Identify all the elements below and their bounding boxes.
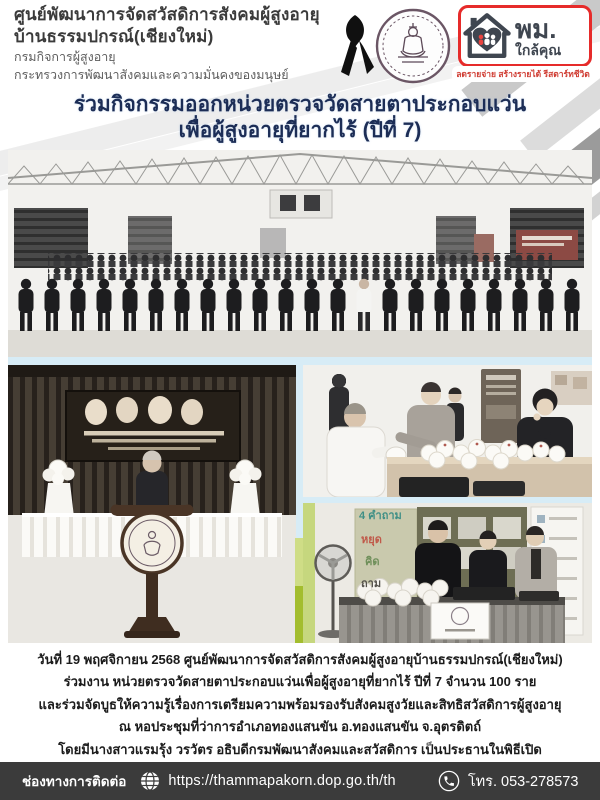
event-description — [0, 649, 600, 761]
pm-klai-khun-logo — [458, 5, 592, 67]
event-title-line2: เพื่อผู้สูงอายุที่ยากไร้ (ปีที่ 7) — [178, 119, 422, 142]
phone-number: โทร. 053-278573 — [467, 773, 579, 790]
photo-group-hall — [8, 150, 592, 357]
photo-speaker-podium — [8, 365, 296, 643]
logo-text-sub: ใกล้คุณ — [515, 41, 562, 58]
description-line-2: ร่วมงาน หน่วยตรวจวัดสายตาประกอบแว่นเพื่อผู้สูงอายุที่ยากไร้ ปีที่ 7 จำนวน 100 ราย — [63, 674, 537, 690]
crowd — [48, 253, 552, 281]
group-photo-scene — [8, 150, 592, 357]
description-line-1: วันที่ 19 พฤศจิกายน 2568 ศูนย์พัฒนาการจัดสวัสดิการสังคมผู้สูงอายุบ้านธรรมปกรณ์(เชียงใหม่) — [37, 652, 563, 667]
photo-booth-table — [303, 503, 592, 643]
department-seal-icon — [374, 7, 452, 85]
mourning-ribbon-icon — [336, 13, 374, 79]
stage-banner — [66, 391, 240, 461]
booth-poster-word-2: หยุด — [361, 534, 382, 546]
footer-contact-bar — [0, 762, 600, 800]
photo-collage — [8, 150, 592, 643]
organization-block — [14, 4, 344, 84]
org-name-line1: ศูนย์พัฒนาการจัดสวัสดิการสังคมผู้สูงอายุ — [14, 5, 320, 24]
description-line-4: ณ หอประชุมที่ว่าการอำเภอทองแสนขัน อ.ทองแสนขัน จ.อุตรดิตถ์ — [118, 719, 482, 735]
booth-poster-word-1: 4 คำถาม — [359, 510, 402, 522]
photo-bag-handover — [303, 365, 592, 497]
logo-text-main: พม. — [515, 13, 557, 44]
description-line-3: และร่วมจัดบูธให้ความรู้เรื่องการเตรียมความพร้อมรองรับสังคมสูงวัยและสิทธิสวัสดิการผู้สูงอายุ — [38, 696, 562, 712]
event-title-line1: ร่วมกิจกรรมออกหน่วยตรวจวัดสายตาประกอบแว่น — [73, 93, 527, 116]
accent-stripe-light — [295, 538, 303, 586]
website-url: https://thammapakorn.dop.go.th/th — [168, 773, 396, 789]
contact-label: ช่องทางการติดต่อ — [22, 774, 127, 789]
department-name: กรมกิจการผู้สูงอายุ — [14, 50, 116, 64]
booth-poster-word-3: คิด — [365, 556, 380, 568]
ministry-name: กระทรวงการพัฒนาสังคมและความมั่นคงของมนุษย์ — [14, 68, 289, 82]
description-line-5: โดยมีนางสาวแรมรุ้ง วรวัตร อธิบดีกรมพัฒนาสังคมและสวัสดิการ เป็นประธานในพิธีเปิด — [58, 741, 542, 757]
handover-scene — [303, 365, 592, 497]
event-title — [0, 92, 600, 144]
podium-scene — [8, 365, 296, 643]
booth-poster-word-4: ถาม — [361, 578, 382, 590]
org-name-line2: บ้านธรรมปกรณ์(เชียงใหม่) — [14, 27, 214, 46]
info-board — [481, 369, 521, 443]
logo-tagline: ลดรายจ่าย สร้างรายได้ รีสตาร์ทชีวิต — [452, 66, 594, 82]
people-in-heart — [479, 33, 496, 45]
accent-stripe-dark — [295, 586, 303, 643]
header — [0, 0, 600, 95]
booth-scene — [303, 503, 592, 643]
globe-icon — [140, 771, 160, 791]
phone-icon — [438, 770, 460, 792]
house-heart-icon — [461, 11, 513, 61]
